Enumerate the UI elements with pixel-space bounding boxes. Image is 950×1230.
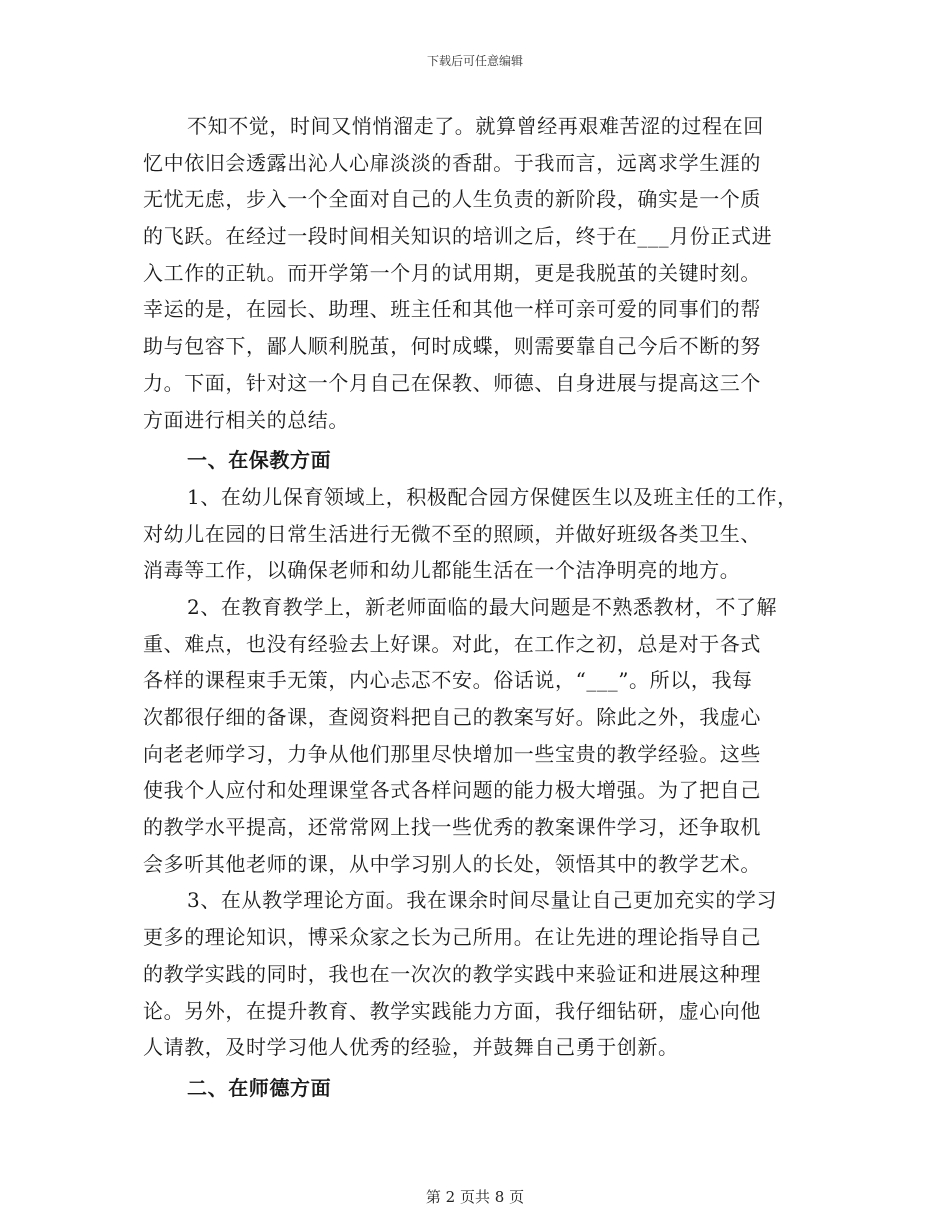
paragraph-line: 使我个人应付和处理课堂各式各样问题的能力极大增强。为了把自己 [143,778,761,803]
paragraph-line: 助与包容下，鄙人顺利脱茧，何时成蝶，则需要靠自己今后不断的努 [143,334,761,359]
paragraph-line: 忆中依旧会透露出沁人心扉淡淡的香甜。于我而言，远离求学生涯的 [143,150,761,175]
paragraph-line: 论。另外，在提升教育、教学实践能力方面，我仔细钻研，虚心向他 [143,998,761,1023]
paragraph-line: 力。下面，针对这一个月自己在保教、师德、自身进展与提高这三个 [143,370,761,395]
paragraph-line: 入工作的正轨。而开学第一个月的试用期，更是我脱茧的关键时刻。 [143,260,761,285]
paragraph-line: 1、在幼儿保育领域上，积极配合园方保健医生以及班主任的工作， [187,484,798,509]
section-heading: 二、在师德方面 [187,1075,332,1100]
paragraph-line: 方面进行相关的总结。 [143,407,349,432]
paragraph-line: 会多听其他老师的课，从中学习别人的长处，领悟其中的教学艺术。 [143,851,761,876]
paragraph-line: 2、在教育教学上，新老师面临的最大问题是不熟悉教材，不了解 [187,594,778,619]
paragraph-line: 3、在从教学理论方面。我在课余时间尽量让自己更加充实的学习 [187,888,778,913]
paragraph-line: 无忧无虑，步入一个全面对自己的人生负责的新阶段，确实是一个质 [143,187,761,212]
paragraph-line: 幸运的是，在园长、助理、班主任和其他一样可亲可爱的同事们的帮 [143,297,761,322]
paragraph-line: 的教学实践的同时，我也在一次次的教学实践中来验证和进展这种理 [143,961,761,986]
paragraph-line: 消毒等工作，以确保老师和幼儿都能生活在一个洁净明亮的地方。 [143,558,741,583]
paragraph-line: 次都很仔细的备课，查阅资料把自己的教案写好。除此之外，我虚心 [143,705,761,729]
paragraph-line: 的飞跃。在经过一段时间相关知识的培训之后，终于在___月份正式进 [143,224,773,249]
paragraph-line: 向老老师学习，力争从他们那里尽快增加一些宝贵的教学经验。这些 [143,741,761,766]
paragraph-line: 对幼儿在园的日常生活进行无微不至的照顾，并做好班级各类卫生、 [143,521,761,546]
paragraph-line: 人请教，及时学习他人优秀的经验，并鼓舞自己勇于创新。 [143,1035,679,1060]
page-header: 下载后可任意编辑 [426,54,523,68]
paragraph-line: 更多的理论知识，博采众家之长为己所用。在让先进的理论指导自己 [143,925,761,950]
section-heading: 一、在保教方面 [187,448,332,473]
paragraph-line: 的教学水平提高，还常常网上找一些优秀的教案课件学习，还争取机 [143,815,761,840]
paragraph-line: 不知不觉，时间又悄悄溜走了。就算曾经再艰难苦涩的过程在回 [187,114,764,138]
paragraph-line: 各样的课程束手无策，内心忐忑不安。俗话说，“___”。所以，我每 [143,668,753,693]
document-body [143,108,808,1107]
page-footer: 第 2 页共 8 页 [425,1188,525,1206]
paragraph-line: 重、难点，也没有经验去上好课。对此，在工作之初，总是对于各式 [143,631,761,656]
